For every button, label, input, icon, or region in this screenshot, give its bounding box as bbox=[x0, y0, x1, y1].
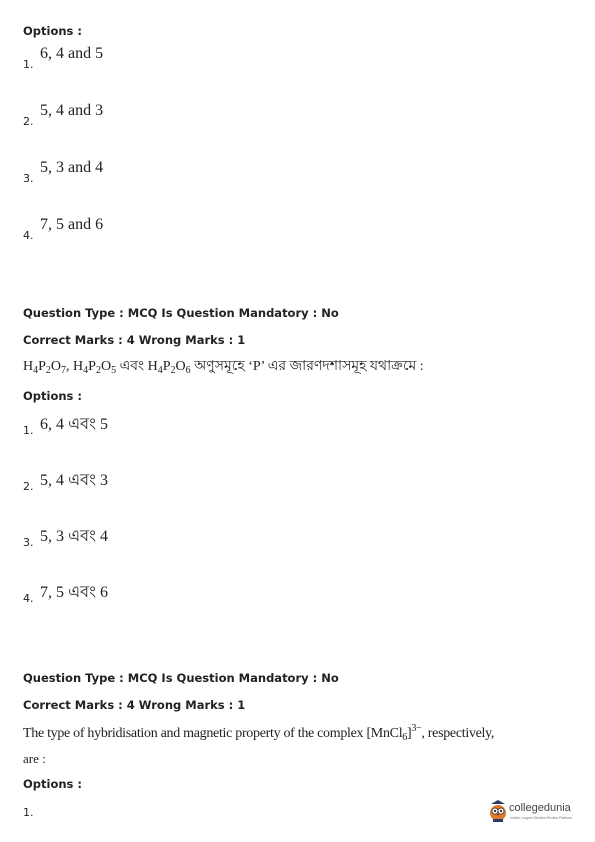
marks-info: Correct Marks : 4 Wrong Marks : 1 bbox=[23, 333, 246, 347]
question-text-continued: are : bbox=[23, 751, 46, 766]
option-text: 5, 4 and 3 bbox=[40, 102, 104, 119]
option-number: 2. bbox=[23, 480, 34, 493]
logo-tagline: India's Largest Student Review Platform bbox=[510, 816, 573, 820]
options-label: Options : bbox=[23, 777, 82, 791]
question-type: Question Type : MCQ Is Question Mandatory : No bbox=[23, 671, 339, 685]
option-text: 6, 4 এবং 5 bbox=[40, 416, 108, 433]
option-text: 5, 3 and 4 bbox=[40, 159, 104, 176]
option-number: 1. bbox=[23, 424, 34, 437]
marks-info: Correct Marks : 4 Wrong Marks : 1 bbox=[23, 698, 246, 712]
question-type: Question Type : MCQ Is Question Mandatory : No bbox=[23, 306, 339, 320]
collegedunia-logo bbox=[488, 798, 588, 826]
option-text: 7, 5 and 6 bbox=[40, 216, 104, 233]
question-text: $H_4P_2O_7$, $H_4P_2O_5$ এবং $H_4P_2O_6$ অণুসমূহে ‘P’ এর জারণদশাসমূহ যথাক্রমে : bbox=[23, 359, 424, 376]
question-text: The type of hybridisation and magnetic property of the complex [MnCl$_6$]$^{3-}$, respectively, bbox=[23, 723, 495, 743]
options-label: Options : bbox=[23, 389, 82, 403]
option-number: 2. bbox=[23, 115, 34, 128]
option-number: 3. bbox=[23, 536, 34, 549]
option-text: 7, 5 এবং 6 bbox=[40, 584, 108, 601]
option-text: 5, 3 এবং 4 bbox=[40, 528, 108, 545]
option-text: 5, 4 এবং 3 bbox=[40, 472, 108, 489]
option-number: 4. bbox=[23, 229, 34, 242]
options-label: Options : bbox=[23, 24, 82, 38]
option-text: 6, 4 and 5 bbox=[40, 45, 104, 62]
option-number: 4. bbox=[23, 592, 34, 605]
owl-mascot-icon bbox=[488, 800, 508, 824]
option-number: 1. bbox=[23, 58, 34, 71]
option-number: 1. bbox=[23, 806, 34, 819]
option-number: 3. bbox=[23, 172, 34, 185]
logo-wordmark: collegedunia bbox=[509, 802, 571, 814]
